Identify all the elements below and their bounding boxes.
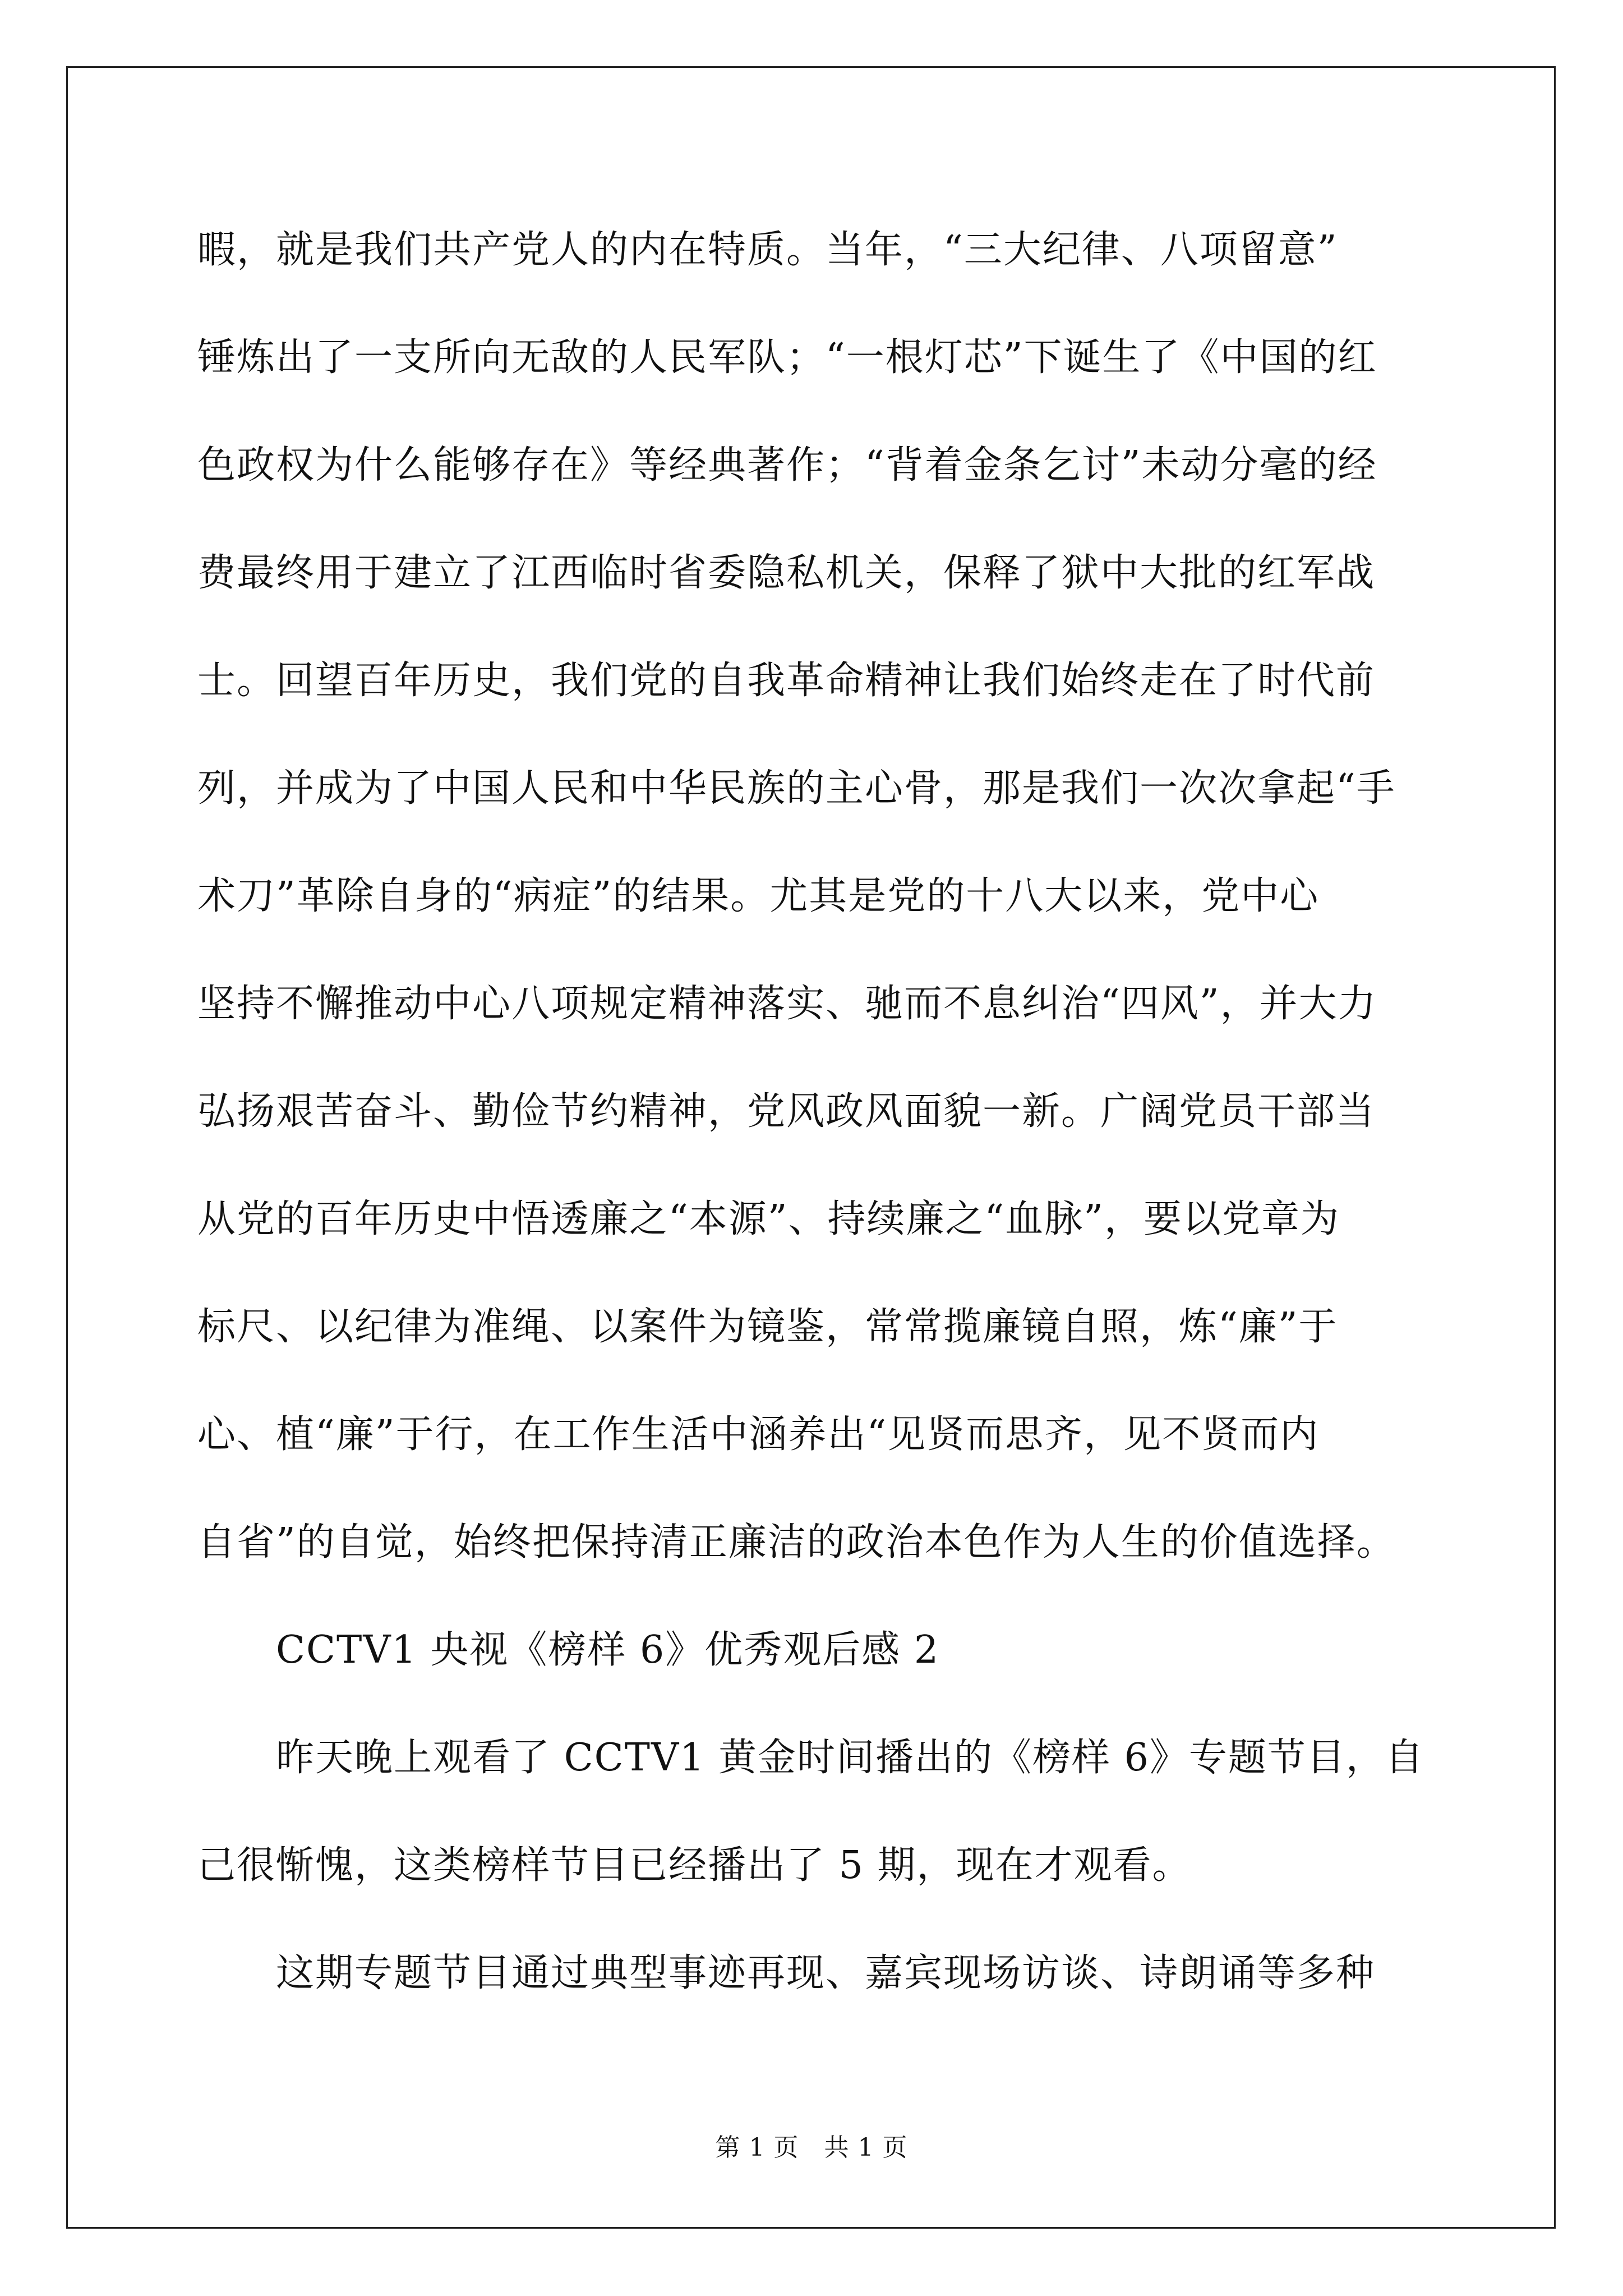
document-body [197,196,1431,2027]
text-line: 标尺、以纪律为准绳、以案件为镜鉴，常常揽廉镜自照，炼“廉”于 [197,1305,1338,1349]
text-line: 这期专题节目通过典型事迹再现、嘉宾现场访谈、诗朗诵等多种 [276,1951,1376,1995]
text-line: 色政权为什么能够存在》等经典著作；“背着金条乞讨”未动分毫的经 [197,443,1377,487]
text-line: 术刀”革除自身的“病症”的结果。尤其是党的十八大以来，党中心 [197,874,1320,918]
text-line: 心、植“廉”于行，在工作生活中涵养出“见贤而思齐，见不贤而内 [197,1412,1320,1457]
text-line: 坚持不懈推动中心八项规定精神落实、驰而不息纠治“四风”，并大力 [197,982,1377,1026]
text-line: 从党的百年历史中悟透廉之“本源”、持续廉之“血脉”，要以党章为 [197,1197,1340,1241]
text-line: 费最终用于建立了江西临时省委隐私机关，保释了狱中大批的红军战 [197,551,1376,595]
text-line: 自省”的自觉，始终把保持清正廉洁的政治本色作为人生的价值选择。 [197,1520,1396,1565]
text-line: 弘扬艰苦奋斗、勤俭节约精神，党风政风面貌一新。广阔党员干部当 [197,1089,1376,1134]
text-line: 昨天晚上观看了 CCTV1 黄金时间播出的《榜样 6》专题节目，自 [276,1736,1424,1780]
text-line: 士。回望百年历史，我们党的自我革命精神让我们始终走在了时代前 [197,659,1376,703]
text-line: 暇，就是我们共产党人的内在特质。当年，“三大纪律、八项留意” [197,228,1338,272]
section-title: CCTV1 央视《榜样 6》优秀观后感 2 [276,1628,940,1672]
text-line: 列，并成为了中国人民和中华民族的主心骨，那是我们一次次拿起“手 [197,766,1396,811]
text-line: 己很惭愧，这类榜样节目已经播出了 5 期，现在才观看。 [197,1843,1192,1888]
text-line: 锤炼出了一支所向无敌的人民军队；“一根灯芯”下诞生了《中国的红 [197,335,1377,380]
page-number-footer: 第 1 页 共 1 页 [715,2133,908,2162]
